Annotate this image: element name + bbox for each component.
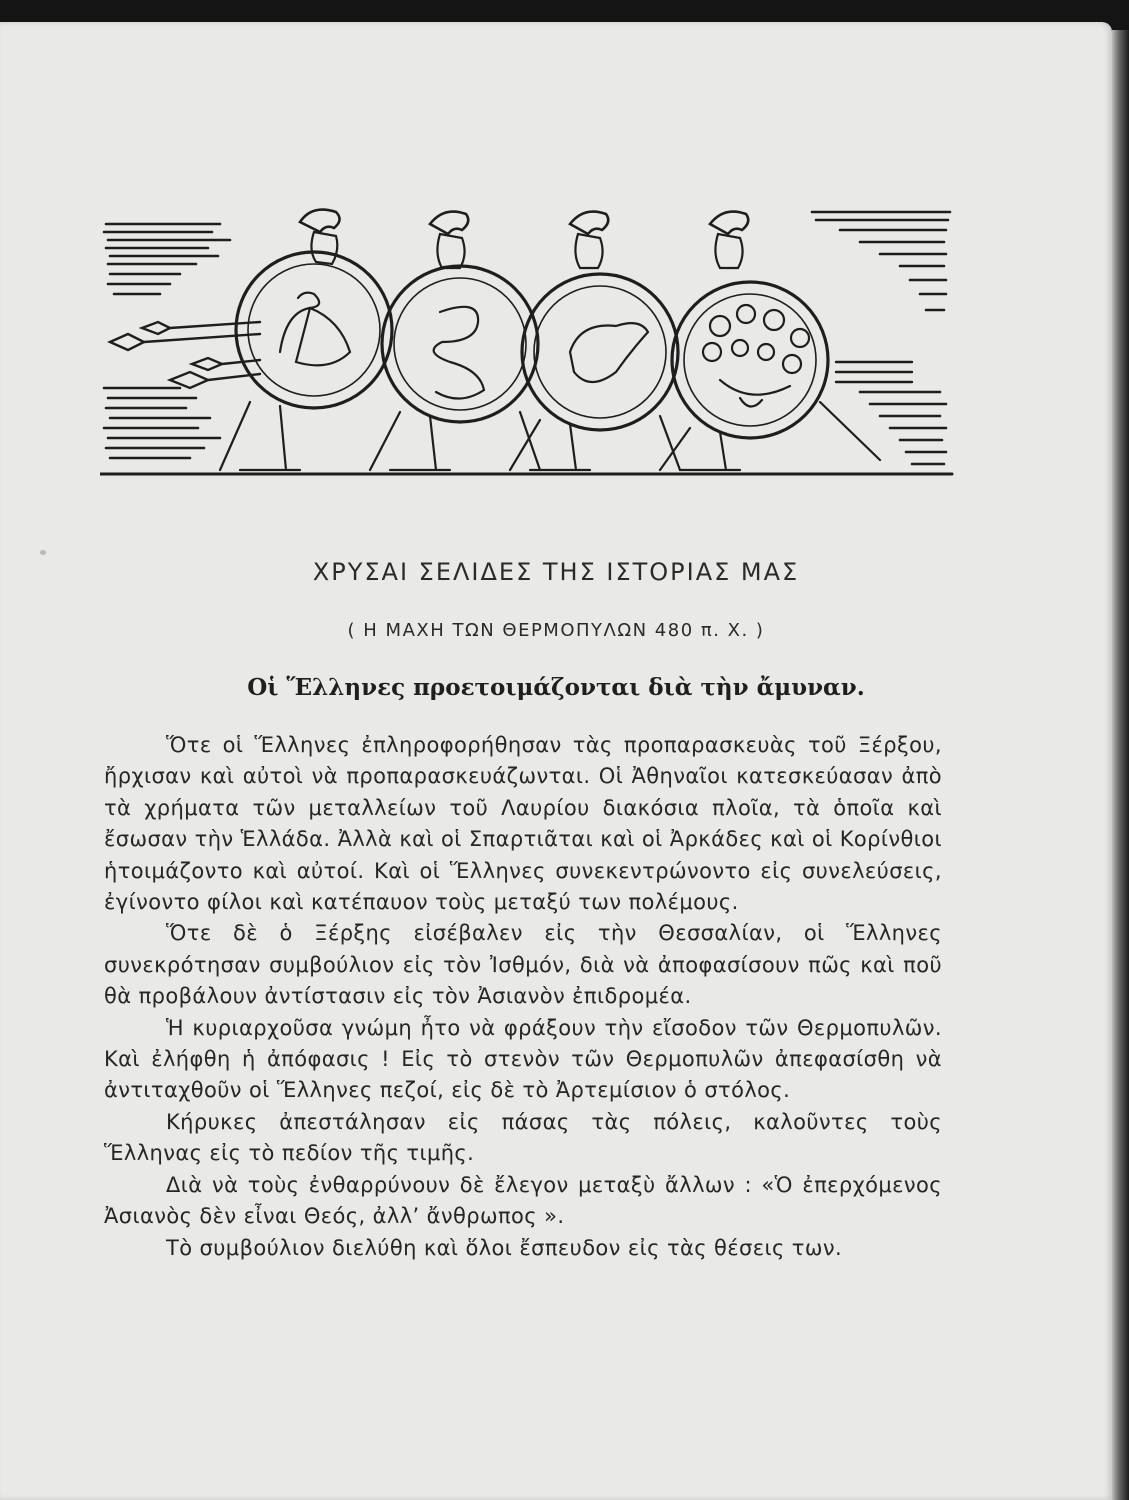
- hoplite-frieze-illustration: [100, 202, 955, 487]
- page-edge: [1112, 30, 1129, 1500]
- body-text: [104, 730, 942, 1264]
- paragraph: Τὸ συμβούλιον διελύθη καὶ ὅλοι ἔσπευδον εἰς τὰς θέσεις των.: [166, 1235, 843, 1260]
- paragraph: Ὅτε δὲ ὁ Ξέρξης εἰσέβαλεν εἰς τὴν Θεσσαλίαν, οἱ Ἕλληνες συνεκρότησαν συμβούλιον εἰς τὸν Ἰσθμόν, διὰ νὰ ἀποφασίσουν πῶς καὶ ποῦ θὰ προβάλουν ἀντίστασιν εἰς τὸν Ἀσιανὸν ἐπιδρομέα.: [104, 921, 942, 1009]
- paragraph: Ἡ κυριαρχοῦσα γνώμη ἦτο νὰ φράξουν τὴν εἴσοδον τῶν Θερμοπυλῶν. Καὶ ἐλήφθη ἡ ἀπόφασις ! Εἰς τὸ στενὸν τῶν Θερμοπυλῶν ἀπεφασίσθη νὰ ἀντιταχθοῦν οἱ Ἕλληνες πεζοί, εἰς δὲ τὸ Ἀρτεμίσιον ὁ στόλος.: [104, 1015, 942, 1103]
- paragraph: Κήρυκες ἀπεστάλησαν εἰς πάσας τὰς πόλεις, καλοῦντες τοὺς Ἕλληνας εἰς τὸ πεδίον τῆς τιμῆς.: [104, 1109, 942, 1166]
- warrior-3: [510, 212, 680, 470]
- page-subtitle: ( Η ΜΑΧΗ ΤΩΝ ΘΕΡΜΟΠΥΛΩΝ 480 π. Χ. ): [347, 620, 765, 641]
- bird-icon: [570, 323, 648, 382]
- section-heading: Οἱ Ἕλληνες προετοιμάζονται διὰ τὴν ἄμυναν.: [247, 674, 865, 701]
- serpent-icon: [434, 307, 484, 399]
- paragraph: Διὰ νὰ τοὺς ἐνθαρρύνουν δὲ ἔλεγον μεταξὺ ἄλλων : «Ὁ ἐπερχόμενος Ἀσιανὸς δὲν εἶναι Θεός, ἀλλ’ ἄνθρωπος ».: [104, 1172, 942, 1229]
- warrior-2: [370, 212, 540, 470]
- hatching-right: [812, 212, 950, 464]
- warrior-4: [660, 212, 880, 470]
- swan-icon: [280, 293, 350, 366]
- paragraph: Ὅτε οἱ Ἕλληνες ἐπληροφορήθησαν τὰς προπαρασκευὰς τοῦ Ξέρξου, ἤρχισαν καὶ αὐτοὶ νὰ προπαρασκευάζωνται. Οἱ Ἀθηναῖοι κατεσκεύασαν ἀπὸ τὰ χρήματα τῶν μεταλλείων τοῦ Λαυρίου διακόσια πλοῖα, τὰ ὁποῖα καὶ ἔσωσαν τὴν Ἑλλάδα. Ἀλλὰ καὶ οἱ Σπαρτιᾶται καὶ οἱ Ἀρκάδες καὶ οἱ Κορίνθιοι ἡτοιμάζοντο καὶ αὐτοί. Καὶ οἱ Ἕλληνες συνεκεντρώνοντο εἰς συνελεύσεις, ἐγίνοντο φίλοι καὶ κατέπαυον τοὺς μεταξύ των πολέμους.: [104, 733, 942, 915]
- page-title: ΧΡΥΣΑΙ ΣΕΛΙΔΕΣ ΤΗΣ ΙΣΤΟΡΙΑΣ ΜΑΣ: [312, 558, 800, 586]
- warrior-1: [220, 210, 392, 470]
- book-page: [0, 22, 1112, 1500]
- hoplite-frieze-svg: [100, 202, 955, 487]
- paper-speck: [40, 550, 46, 555]
- gorgon-face-icon: [703, 305, 809, 407]
